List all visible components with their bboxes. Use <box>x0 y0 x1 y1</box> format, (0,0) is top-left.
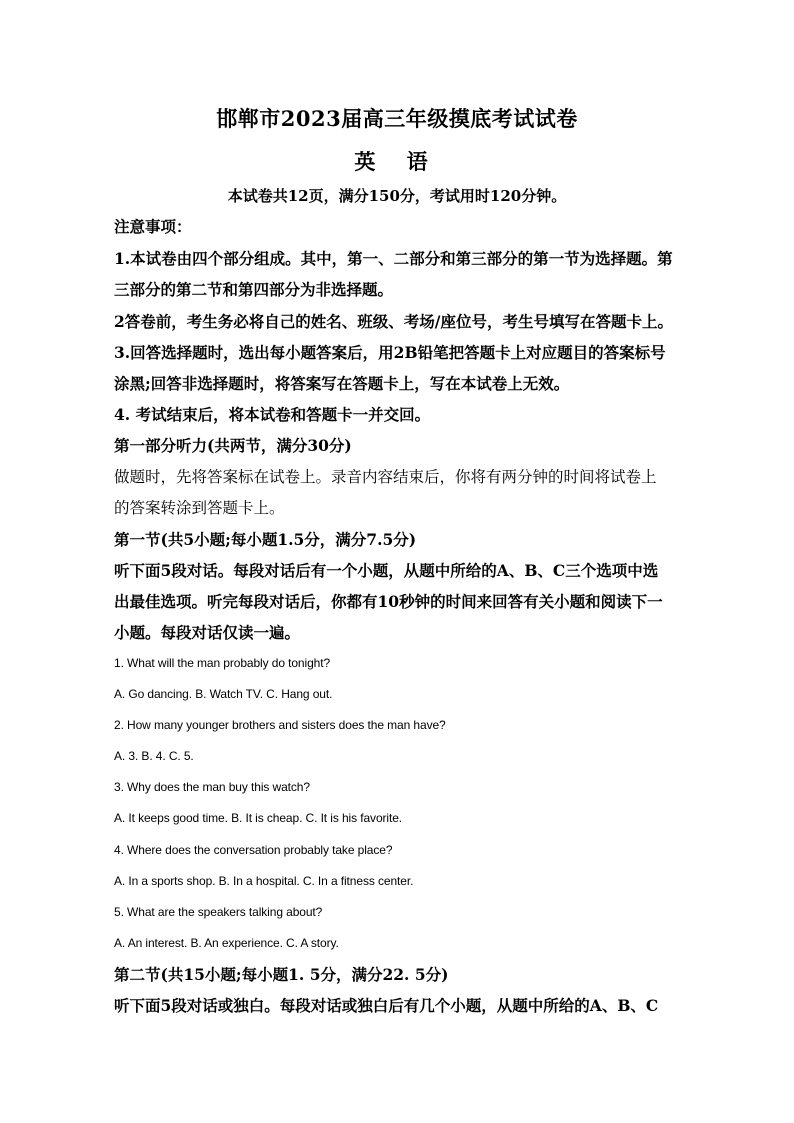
question-2: 2. How many younger brothers and sisters does the man have? <box>114 718 446 732</box>
section1-intro-line-1: 听下面5段对话。每段对话后有一个小题，从题中所给的A、B、C三个选项中选 <box>114 561 659 580</box>
note-item-3-line-2: 涂黑;回答非选择题时，将答案写在答题卡上，写在本试卷上无效。 <box>114 374 570 393</box>
section1-intro-line-3: 小题。每段对话仅读一遍。 <box>114 623 301 642</box>
question-4-options: A. In a sports shop. B. In a hospital. C. In a fitness center. <box>114 874 414 888</box>
question-5: 5. What are the speakers talking about? <box>114 905 323 919</box>
subject-title: 英 语 <box>354 149 440 174</box>
section1-heading: 第一节(共5小题;每小题1.5分，满分7.5分) <box>114 530 417 549</box>
note-item-3-line-1: 3.回答选择题时，选出每小题答案后，用2B铅笔把答题卡上对应题目的答案标号 <box>114 343 666 362</box>
question-5-options: A. An interest. B. An experience. C. A story. <box>114 936 339 950</box>
part1-intro-line-2: 的答案转涂到答题卡上。 <box>114 499 285 517</box>
question-3-options: A. It keeps good time. B. It is cheap. C. It is his favorite. <box>114 811 403 825</box>
note-item-4: 4. 考试结束后，将本试卷和答题卡一并交回。 <box>114 405 431 424</box>
note-item-1-line-1: 1.本试卷由四个部分组成。其中，第一、二部分和第三部分的第一节为选择题。第 <box>114 249 673 268</box>
exam-info: 本试卷共12页，满分150分，考试用时120分钟。 <box>227 187 567 205</box>
notes-heading: 注意事项： <box>114 217 192 236</box>
section1-intro-line-2: 出最佳选项。听完每段对话后，你都有10秒钟的时间来回答有关小题和阅读下一 <box>114 592 663 611</box>
exam-title: 邯郸市2023届高三年级摸底考试试卷 <box>216 106 578 131</box>
question-1: 1. What will the man probably do tonight? <box>114 656 331 670</box>
question-1-options: A. Go dancing. B. Watch TV. C. Hang out. <box>114 687 333 701</box>
section2-intro-line-1: 听下面5段对话或独白。每段对话或独白后有几个小题，从题中所给的A、B、C <box>114 996 659 1015</box>
note-item-2: 2答卷前，考生务必将自己的姓名、班级、考场/座位号，考生号填写在答题卡上。 <box>114 312 673 331</box>
note-item-1-line-2: 三部分的第二节和第四部分为非选择题。 <box>114 280 394 299</box>
section2-heading: 第二节(共15小题;每小题1. 5分，满分22. 5分) <box>114 965 449 984</box>
question-2-options: A. 3. B. 4. C. 5. <box>114 749 194 763</box>
part1-intro-line-1: 做题时，先将答案标在试卷上。录音内容结束后，你将有两分钟的时间将试卷上 <box>114 468 657 486</box>
part1-heading: 第一部分听力(共两节，满分30分) <box>114 436 352 455</box>
question-3: 3. Why does the man buy this watch? <box>114 780 310 794</box>
question-4: 4. Where does the conversation probably take place? <box>114 843 393 857</box>
